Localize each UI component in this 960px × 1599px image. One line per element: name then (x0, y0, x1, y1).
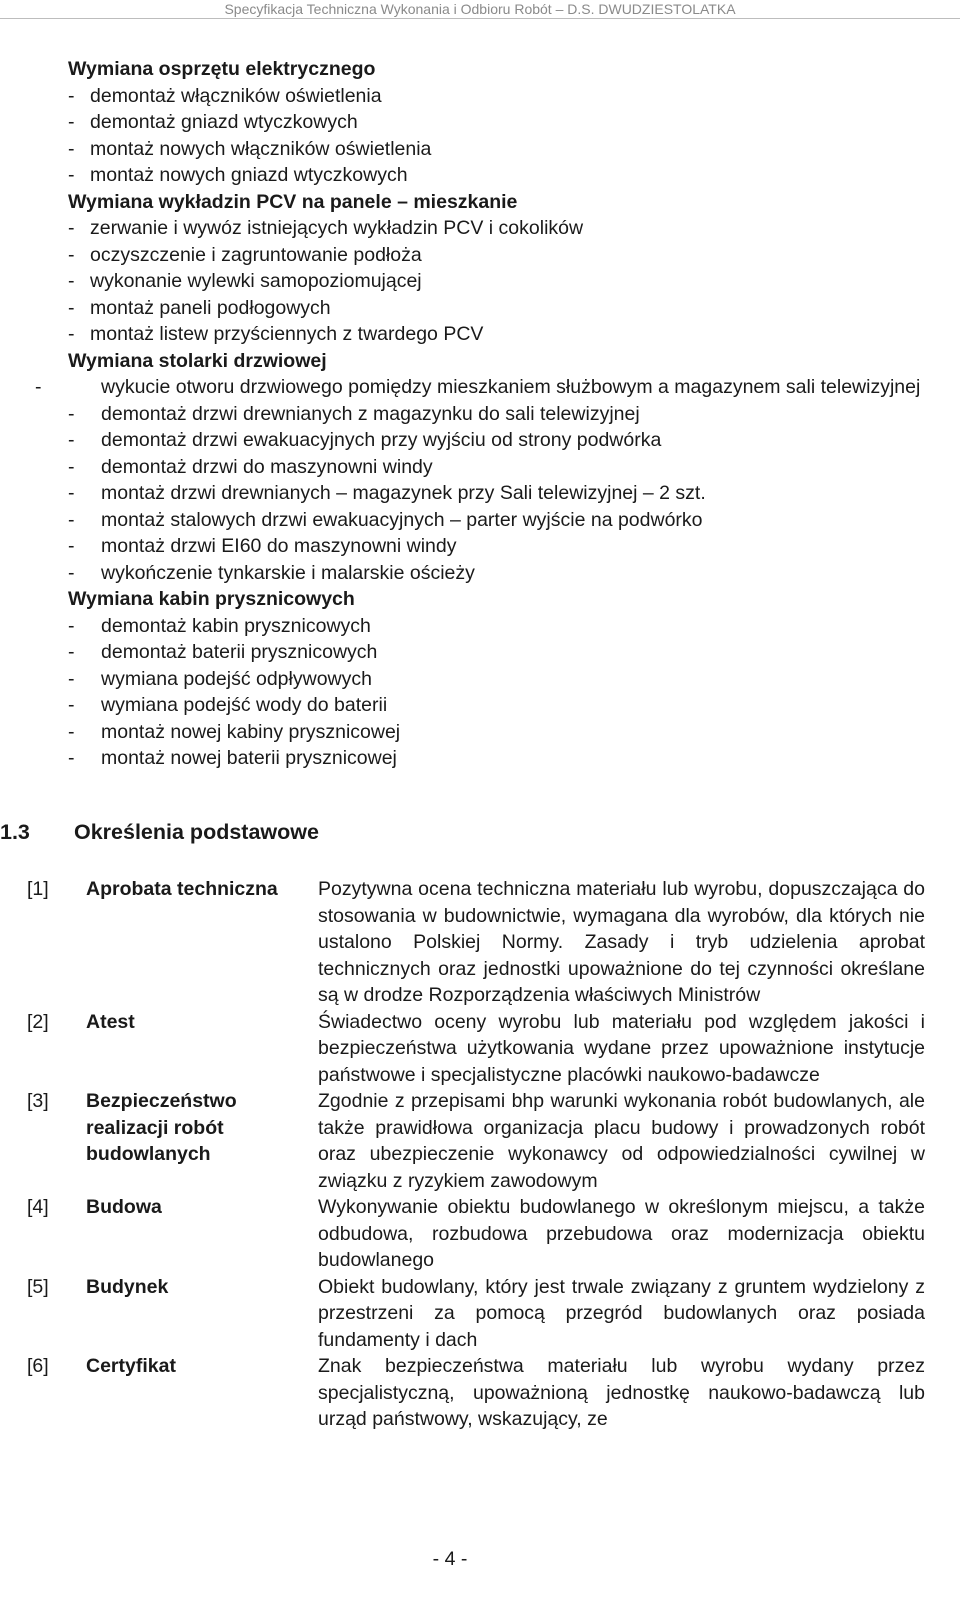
works-list-item: - wykończenie tynkarskie i malarskie ościeży (68, 561, 475, 584)
works-list-item: - montaż nowych gniazd wtyczkowych (68, 164, 408, 186)
definition-term: Atest (86, 1010, 135, 1033)
definition-row (27, 1274, 927, 1354)
works-list-item: - demontaż drzwi ewakuacyjnych przy wyjściu od strony podwórka (68, 429, 662, 451)
works-group-heading: Wymiana kabin prysznicowych (68, 588, 355, 610)
definition-number: [5] (27, 1275, 49, 1298)
works-list-item: - montaż drzwi drewnianych – magazynek przy Sali telewizyjnej – 2 szt. (68, 482, 706, 504)
section-title: Określenia podstawowe (74, 820, 319, 844)
page-number: - 4 - (432, 1548, 468, 1570)
definition-number: [6] (27, 1355, 49, 1377)
works-group-heading: Wymiana stolarki drzwiowej (68, 349, 327, 372)
works-group-heading: Wymiana osprzętu elektrycznego (68, 58, 376, 80)
works-list-item: - montaż nowej baterii prysznicowej (68, 747, 397, 769)
definition-text: Zgodnie z przepisami bhp warunki wykonania robót budowlanych, ale także prawidłowa organizacja placu budowy i prowadzonych robót oraz ubezpieczenie wykonawcy od odpowiedzialności cywilnej w związku z ryzykiem zawodowym (318, 1090, 925, 1192)
definition-term: Certyfikat (86, 1355, 176, 1377)
works-list-item: - oczyszczenie i zagruntowanie podłoża (68, 243, 422, 266)
definition-term: Budowa (86, 1196, 162, 1218)
definition-text: Wykonywanie obiektu budowlanego w określonym miejscu, a także odbudowa, rozbudowa przebudowa oraz modernizacja obiektu budowlanego (318, 1196, 925, 1271)
works-list-item: - zerwanie i wywóz istniejących wykładzin PCV i cokolików (68, 217, 584, 239)
definition-row (27, 876, 927, 1009)
works-list-item: - montaż drzwi EI60 do maszynowni windy (68, 535, 457, 557)
header-divider (0, 18, 960, 19)
definition-number: [2] (27, 1010, 49, 1033)
definition-text: Obiekt budowlany, który jest trwale związany z gruntem wydzielony z przestrzeni za pomocą przegród budowlanych oraz posiada fundamenty i dach (318, 1275, 925, 1351)
definition-number: [3] (27, 1090, 49, 1112)
works-list-item: - demontaż drzwi do maszynowni windy (68, 455, 433, 478)
works-list-item: - montaż stalowych drzwi ewakuacyjnych – parter wyjście na podwórko (68, 508, 703, 531)
works-list-item: - demontaż kabin prysznicowych (68, 614, 371, 637)
works-list-item: - montaż nowej kabiny prysznicowej (68, 720, 401, 743)
definition-text: Świadectwo oceny wyrobu lub materiału pod względem jakości i bezpieczeństwa użytkowania wydane przez upoważnione instytucje państwowe i specjalistyczne placówki naukowo-badawcze (318, 1010, 925, 1086)
definition-term: Bezpieczeństwo realizacji robót budowlanych (86, 1090, 237, 1165)
section-number: 1.3 (0, 820, 30, 844)
definition-number: [4] (27, 1196, 49, 1218)
works-list (35, 56, 943, 772)
definition-term: Budynek (86, 1275, 169, 1298)
definition-text: Znak bezpieczeństwa materiału lub wyrobu wydany przez specjalistyczną, upoważnioną jednostkę naukowo-badawczą lub urząd państwowy, wskazujący, ze (318, 1355, 925, 1430)
definition-row (27, 1353, 927, 1433)
works-list-item: - wymiana podejść wody do baterii (68, 694, 388, 716)
works-list-item: - wykucie otworu drzwiowego pomiędzy mieszkaniem służbowym a magazynem sali telewizyjnej (35, 376, 921, 398)
works-list-item: - wykonanie wylewki samopoziomującej (68, 270, 422, 292)
works-list-item: - wymiana podejść odpływowych (68, 667, 372, 690)
works-list-item: - demontaż włączników oświetlenia (68, 84, 382, 107)
definition-row (27, 1009, 927, 1089)
works-list-item: - montaż nowych włączników oświetlenia (68, 137, 432, 160)
works-list-item: - montaż listew przyściennych z twardego PCV (68, 323, 484, 345)
works-list-item: - montaż paneli podłogowych (68, 296, 331, 319)
definition-number: [1] (27, 878, 49, 900)
definition-text: Pozytywna ocena techniczna materiału lub wyrobu, dopuszczająca do stosowania w budownictwie, wymagana dla wyrobów, dla których nie ustalono Polskiej Normy. Zasady i tryb udzielenia aprobat technicznych oraz jednostki upoważnione do tej czynności określane są w drodze Rozporządzenia właściwych Ministrów (318, 878, 925, 1006)
definition-term: Aprobata techniczna (86, 878, 278, 900)
running-header: Specyfikacja Techniczna Wykonania i Odbioru Robót – D.S. DWUDZIESTOLATKA (224, 1, 736, 17)
works-list-item: - demontaż drzwi drewnianych z magazynku do sali telewizyjnej (68, 402, 640, 425)
definition-row (27, 1194, 927, 1274)
works-list-item: - demontaż gniazd wtyczkowych (68, 111, 358, 133)
section-heading (0, 817, 319, 847)
works-group-heading: Wymiana wykładzin PCV na panele – mieszkanie (68, 190, 518, 213)
works-list-item: - demontaż baterii prysznicowych (68, 641, 378, 663)
definition-row (27, 1088, 927, 1194)
definitions-table (27, 876, 927, 1433)
